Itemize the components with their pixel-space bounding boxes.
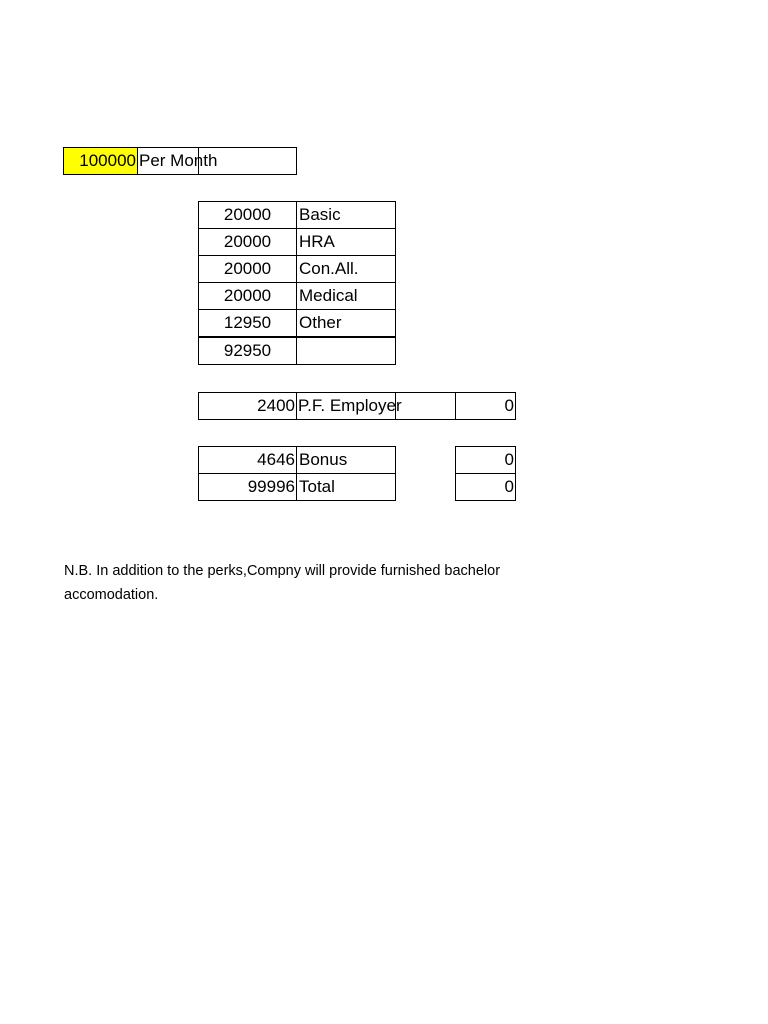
salary-period-label: Per Month [139, 151, 218, 170]
breakdown-value-medical[interactable] [198, 282, 297, 310]
breakdown-value-text: 20000 [223, 205, 272, 224]
breakdown-label-text: Basic [299, 205, 341, 224]
breakdown-label-medical[interactable] [296, 282, 396, 310]
total-label-cell[interactable] [296, 473, 396, 501]
breakdown-value-basic[interactable] [198, 201, 297, 229]
pf-extra-cell[interactable] [455, 392, 516, 420]
pf-value-cell[interactable] [198, 392, 297, 420]
salary-amount-cell[interactable] [63, 147, 138, 175]
total-extra: 0 [504, 477, 514, 496]
breakdown-value-other[interactable] [198, 309, 297, 337]
breakdown-value-text: 20000 [223, 286, 272, 305]
pf-label: P.F. Employer [298, 396, 402, 415]
breakdown-label-text: Medical [299, 286, 358, 305]
breakdown-label-text: HRA [299, 232, 335, 251]
bonus-extra: 0 [504, 450, 514, 469]
bonus-label-cell[interactable] [296, 446, 396, 474]
bonus-value: 4646 [257, 450, 295, 469]
breakdown-label-basic[interactable] [296, 201, 396, 229]
breakdown-value-hra[interactable] [198, 228, 297, 256]
bonus-extra-cell[interactable] [455, 446, 516, 474]
breakdown-value-text: 20000 [223, 259, 272, 278]
breakdown-label-other[interactable] [296, 309, 396, 337]
breakdown-value-text: 92950 [223, 341, 272, 360]
breakdown-label-text: Con.All. [299, 259, 359, 278]
bonus-label: Bonus [299, 450, 348, 469]
pf-extra: 0 [504, 396, 514, 415]
breakdown-label-text: Other [299, 313, 342, 332]
breakdown-value-conall[interactable] [198, 255, 297, 283]
footnote: N.B. In addition to the perks,Compny will provide furnished bachelor accomodation. [64, 563, 501, 603]
bonus-value-cell[interactable] [198, 446, 297, 474]
breakdown-label-hra[interactable] [296, 228, 396, 256]
salary-amount: 100000 [79, 151, 136, 170]
breakdown-label-conall[interactable] [296, 255, 396, 283]
breakdown-value-text: 12950 [223, 313, 272, 332]
total-value: 99996 [247, 477, 295, 496]
breakdown-value-text: 20000 [223, 232, 272, 251]
total-label: Total [299, 477, 335, 496]
total-extra-cell[interactable] [455, 473, 516, 501]
breakdown-label-subtotal[interactable] [296, 337, 396, 365]
pf-value: 2400 [257, 396, 295, 415]
pf-spacer-cell[interactable] [395, 392, 456, 420]
total-value-cell[interactable] [198, 473, 297, 501]
breakdown-value-subtotal[interactable] [198, 337, 297, 365]
